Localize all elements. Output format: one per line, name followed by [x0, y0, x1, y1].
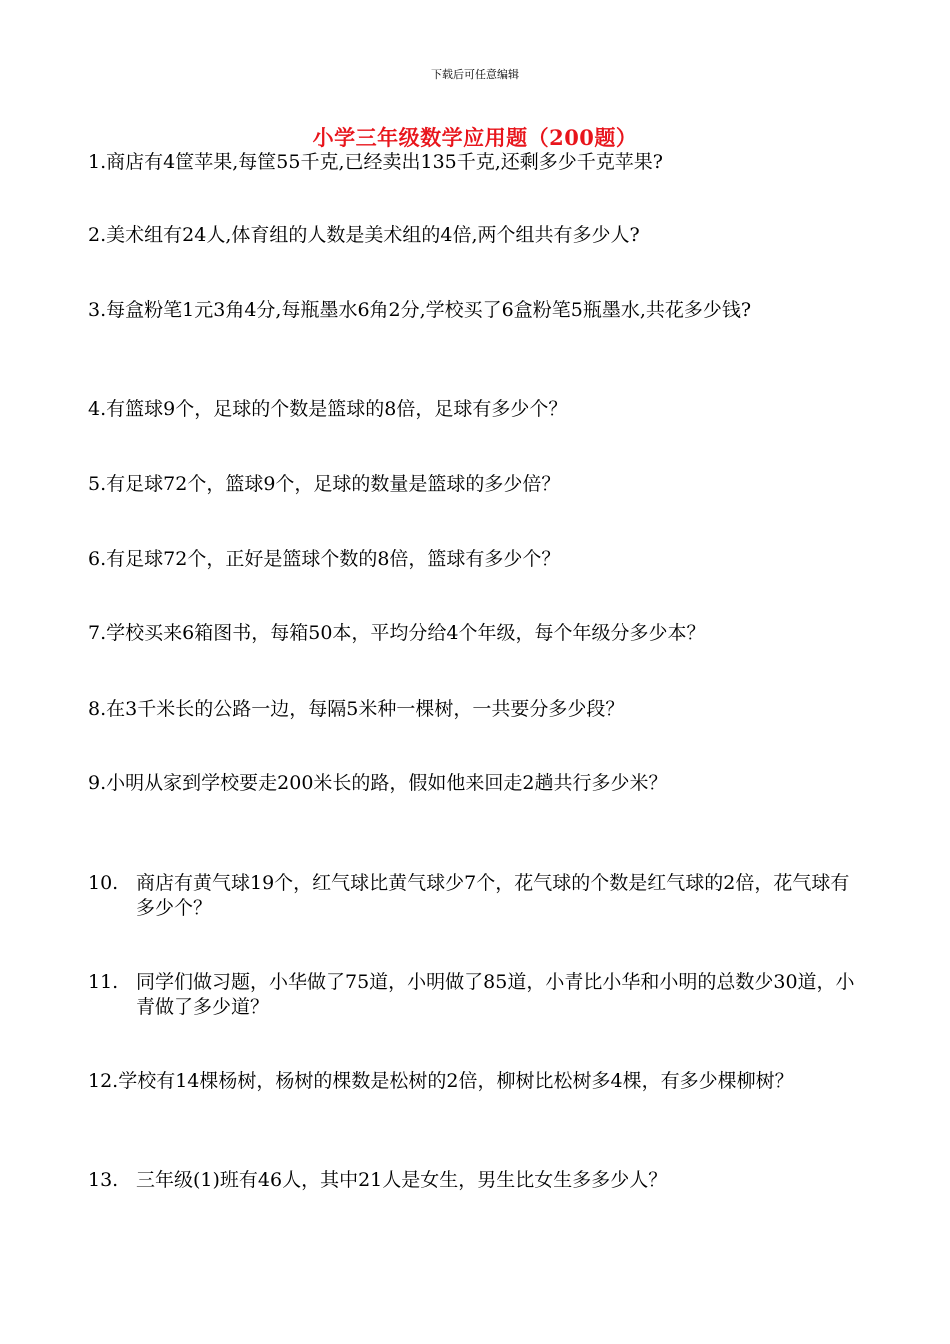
question-text: 小明从家到学校要走200米长的路，假如他来回走2趟共行多少米？ [106, 772, 668, 794]
question-text: 学校有14棵杨树，杨树的棵数是松树的2倍，柳树比松树多4棵，有多少棵柳树？ [118, 1070, 794, 1092]
question-number: 2. [88, 224, 107, 246]
question-text: 有足球72个，篮球9个，足球的数量是篮球的多少倍？ [106, 473, 561, 495]
question-text: 每盒粉笔1元3角4分,每瓶墨水6角2分,学校买了6盒粉笔5瓶墨水,共花多少钱? [106, 299, 752, 321]
question-number: 12. [88, 1070, 119, 1092]
header-note: 下载后可任意编辑 [431, 68, 519, 81]
question-5 [88, 472, 868, 497]
question-number: 6. [88, 548, 107, 570]
question-text: 商店有黄气球19个，红气球比黄气球少7个，花气球的个数是红气球的2倍，花气球有多少个？ [136, 872, 850, 919]
question-11 [88, 970, 868, 1020]
question-text: 三年级(1)班有46人，其中21人是女生，男生比女生多多少人？ [136, 1169, 668, 1191]
page-title: 小学三年级数学应用题（200题） [312, 125, 638, 150]
question-text: 同学们做习题，小华做了75道，小明做了85道，小青比小华和小明的总数少30道，小青做了多少道？ [136, 971, 855, 1018]
question-2 [88, 223, 868, 248]
question-number: 4. [88, 398, 107, 420]
question-number: 5. [88, 473, 107, 495]
question-8 [88, 697, 868, 722]
question-1 [88, 150, 868, 175]
question-13 [88, 1168, 868, 1193]
question-text: 有篮球9个，足球的个数是篮球的8倍，足球有多少个？ [106, 398, 568, 420]
question-9 [88, 771, 868, 796]
question-number: 1. [88, 151, 107, 173]
question-12 [88, 1069, 868, 1094]
question-10 [88, 871, 868, 921]
question-number: 10. [88, 872, 119, 894]
question-text: 学校买来6箱图书，每箱50本，平均分给4个年级，每个年级分多少本？ [106, 622, 706, 644]
question-number: 7. [88, 622, 107, 644]
question-4 [88, 397, 868, 422]
question-number: 8. [88, 698, 107, 720]
question-number: 3. [88, 299, 107, 321]
question-number: 9. [88, 772, 107, 794]
question-text: 有足球72个，正好是篮球个数的8倍，篮球有多少个？ [106, 548, 561, 570]
question-text: 商店有4筐苹果,每筐55千克,已经卖出135千克,还剩多少千克苹果? [106, 151, 663, 173]
question-7 [88, 621, 868, 646]
question-text: 在3千米长的公路一边，每隔5米种一棵树，一共要分多少段？ [106, 698, 625, 720]
question-3 [88, 298, 868, 323]
question-number: 13. [88, 1169, 119, 1191]
question-6 [88, 547, 868, 572]
question-number: 11. [88, 971, 119, 993]
question-text: 美术组有24人,体育组的人数是美术组的4倍,两个组共有多少人? [106, 224, 640, 246]
